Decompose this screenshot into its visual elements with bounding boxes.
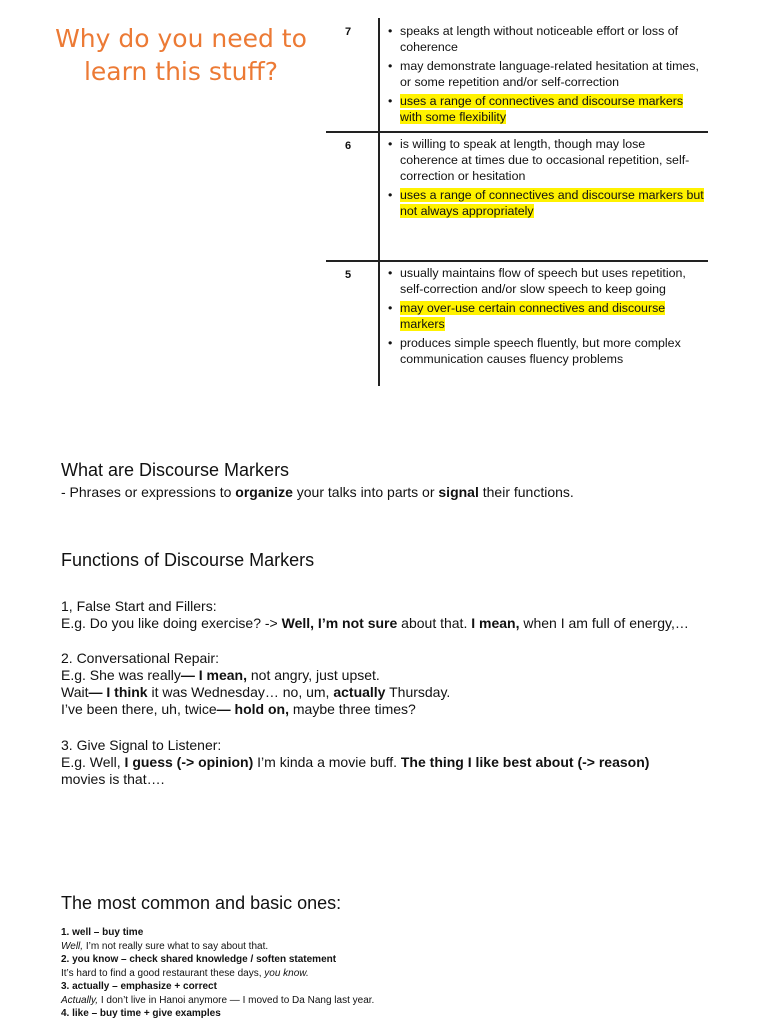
function-2-title: 2. Conversational Repair: (61, 650, 219, 666)
function-3-example-1: E.g. Well, I guess (-> opinion) I’m kinda a movie buff. The thing I like best about (-> reason) (61, 754, 650, 770)
marker-3-example: Actually, I don’t live in Hanoi anymore — I moved to Da Nang last year. (61, 994, 375, 1006)
bullet-icon: • (388, 266, 393, 280)
table-vertical-rule (378, 18, 380, 386)
function-2-example-2: Wait— I think it was Wednesday… no, um, actually Thursday. (61, 684, 451, 700)
functions-heading: Functions of Discourse Markers (61, 550, 315, 570)
marker-1-title: 1. well – buy time (61, 927, 144, 938)
slide-headline (36, 22, 326, 88)
table-row-divider (326, 131, 708, 133)
descriptor-item: • is willing to speak at length, though may lose coherence at times due to occasional repetition, self-correction or hesitation (388, 137, 690, 183)
bullet-icon: • (388, 336, 393, 350)
headline-line-2: learn this stuff? (83, 57, 278, 86)
function-2-example-1: E.g. She was really— I mean, not angry, just upset. (61, 667, 380, 683)
descriptor-item: • produces simple speech fluently, but more complex communication causes fluency problems (388, 336, 681, 366)
what-are-heading: What are Discourse Markers (61, 460, 290, 480)
marker-2-title: 2. you know – check shared knowledge / soften statement (61, 954, 337, 965)
bullet-icon: • (388, 24, 393, 38)
descriptor-item: • may demonstrate language-related hesitation at times, or some repetition and/or self-correction (388, 59, 699, 89)
function-3-example-2: movies is that…. (61, 771, 165, 787)
marker-1-example: Well, I’m not really sure what to say about that. (61, 940, 269, 952)
bullet-icon: • (388, 59, 393, 73)
definition-text: - Phrases or expressions to organize your talks into parts or signal their functions. (61, 484, 574, 500)
descriptor-item-highlighted: • uses a range of connectives and discourse markers with some flexibility (388, 94, 684, 124)
bullet-icon: • (388, 94, 393, 108)
band-6-descriptors (388, 136, 704, 222)
bullet-icon: • (388, 188, 393, 202)
function-2-example-3: I’ve been there, uh, twice— hold on, maybe three times? (61, 701, 416, 717)
headline-line-1: Why do you need to (55, 24, 307, 53)
function-1-example: E.g. Do you like doing exercise? -> Well, I’m not sure about that. I mean, when I am full of energy,… (61, 615, 689, 631)
function-1-title: 1, False Start and Fillers: (61, 598, 217, 614)
descriptor-item-highlighted: • may over-use certain connectives and discourse markers (388, 301, 666, 331)
descriptor-item: • usually maintains flow of speech but uses repetition, self-correction and/or slow speech to keep going (388, 266, 686, 296)
marker-3-title: 3. actually – emphasize + correct (61, 981, 217, 992)
bullet-icon: • (388, 137, 393, 151)
marker-2-example: It’s hard to find a good restaurant these days, you know. (61, 967, 309, 979)
band-number: 7 (344, 26, 352, 38)
table-row-divider (326, 260, 708, 262)
band-descriptor-table (326, 18, 708, 388)
band-7-descriptors (388, 23, 704, 128)
band-5-descriptors (388, 265, 704, 370)
descriptor-item: • speaks at length without noticeable effort or loss of coherence (388, 24, 679, 54)
band-number: 6 (344, 140, 352, 152)
function-3-title: 3. Give Signal to Listener: (61, 737, 222, 753)
marker-4-title: 4. like – buy time + give examples (61, 1008, 221, 1019)
common-markers-heading: The most common and basic ones: (61, 893, 342, 913)
band-number: 5 (344, 269, 352, 281)
bullet-icon: • (388, 301, 393, 315)
descriptor-item-highlighted: • uses a range of connectives and discourse markers but not always appropriately (388, 188, 704, 218)
